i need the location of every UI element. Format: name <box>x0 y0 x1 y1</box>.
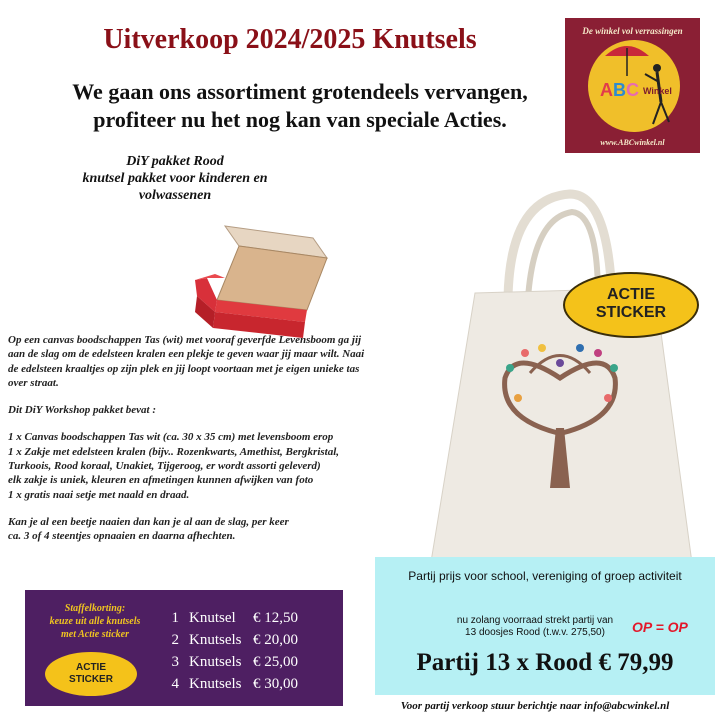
logo-letter-c: C <box>626 80 639 100</box>
logo-tagline: De winkel vol verrassingen <box>582 26 683 36</box>
partij-price: Partij 13 x Rood € 79,99 <box>416 649 674 676</box>
partij-conditions-line: 13 doosjes Rood (t.w.v. 275,50) <box>465 627 605 638</box>
subtitle-line: profiteer nu het nog kan van speciale Acties. <box>93 106 507 132</box>
product-title-line: DiY pakket Rood <box>126 154 224 169</box>
description-line: ca. 3 of 4 steentjes opnaaien en daarna afhechten. <box>8 530 236 543</box>
contents-list <box>8 430 388 501</box>
contents-line: elk zakje is uniek, kleuren en afmetingen kunnen afwijken van foto <box>8 474 314 487</box>
logo-letter-b: B <box>613 80 626 100</box>
op-is-op-label: OP = OP <box>632 619 688 635</box>
staffelkorting-panel <box>25 590 343 706</box>
contents-line: 1 x Canvas boodschappen Tas wit (ca. 30 x 35 cm) met levensboom erop <box>8 431 334 444</box>
price-count: 3 <box>171 654 179 670</box>
staffel-line: Staffelkorting: <box>64 603 126 614</box>
page-subtitle <box>10 78 590 133</box>
price-label: Knutsel <box>189 610 236 626</box>
logo-letter-a: A <box>600 80 613 100</box>
abc-winkel-logo <box>565 18 700 153</box>
partij-prijs-panel <box>375 557 715 695</box>
description-intro <box>8 333 388 390</box>
price-count: 1 <box>171 610 179 626</box>
partij-conditions-line: nu zolang voorraad strekt partij van <box>456 615 614 626</box>
actie-sticker-small <box>45 652 137 696</box>
staffelkorting-text <box>35 602 155 641</box>
price-value: € 20,00 <box>253 632 298 648</box>
sticker-line: STICKER <box>69 674 113 685</box>
staffel-line: met Actie sticker <box>61 629 129 640</box>
description-line: Kan je al een beetje naaien dan kan je al aan de slag, per keer <box>8 515 289 528</box>
sticker-line: ACTIE <box>607 286 655 303</box>
actie-sticker-badge <box>563 272 699 338</box>
product-title <box>60 154 290 204</box>
price-label: Knutsels <box>189 632 242 648</box>
partij-conditions <box>445 615 625 639</box>
description-line: aan de slag om de edelsteen kralen een plekje te geven waar jij maar wilt. Naai <box>8 348 365 361</box>
sticker-line: ACTIE <box>76 662 106 673</box>
logo-abc-letters <box>600 80 639 101</box>
price-value: € 12,50 <box>253 610 298 626</box>
price-count: 2 <box>171 632 179 648</box>
partij-heading: Partij prijs voor school, vereniging of groep activiteit <box>408 569 682 583</box>
staffel-line: keuze uit alle knutsels <box>49 616 141 627</box>
description-line: Op een canvas boodschappen Tas (wit) met vooraf geverfde Levensboom ga jij <box>8 334 362 346</box>
subtitle-line: We gaan ons assortiment grotendeels vervangen, <box>72 79 528 104</box>
contents-line: 1 x Zakje met edelsteen kralen (bijv.. Rozenkwarts, Amethist, Bergkristal, <box>8 445 340 458</box>
contents-heading: Dit DiY Workshop pakket bevat : <box>8 404 156 417</box>
footer-contact: Voor partij verkoop stuur berichtje naar info@abcwinkel.nl <box>400 700 670 712</box>
contents-line: 1 x gratis naai setje met naald en draad. <box>8 488 190 501</box>
red-box-image <box>195 218 340 343</box>
description-outro <box>8 515 388 544</box>
logo-word: Winkel <box>643 86 672 96</box>
price-count: 4 <box>171 676 179 692</box>
description-line: de edelsteen kraaltjes op zijn plek en jij loopt voortaan met je eigen unieke tas <box>8 362 360 375</box>
canvas-bag-image <box>430 188 700 568</box>
description-line: over straat. <box>8 376 59 389</box>
price-label: Knutsels <box>189 676 242 692</box>
sticker-line: STICKER <box>595 304 667 321</box>
logo-url: www.ABCwinkel.nl <box>600 138 665 147</box>
contents-line: Turkoois, Rood koraal, Unakiet, Tijgeroog, er wordt assorti geleverd) <box>8 460 321 473</box>
product-description <box>8 333 388 557</box>
product-title-line: knutsel pakket voor kinderen en <box>82 170 268 186</box>
price-value: € 30,00 <box>253 676 298 692</box>
page-title: Uitverkoop 2024/2025 Knutsels <box>103 24 477 55</box>
price-value: € 25,00 <box>253 654 298 670</box>
product-title-line: volwassenen <box>138 187 212 203</box>
price-label: Knutsels <box>189 654 242 670</box>
